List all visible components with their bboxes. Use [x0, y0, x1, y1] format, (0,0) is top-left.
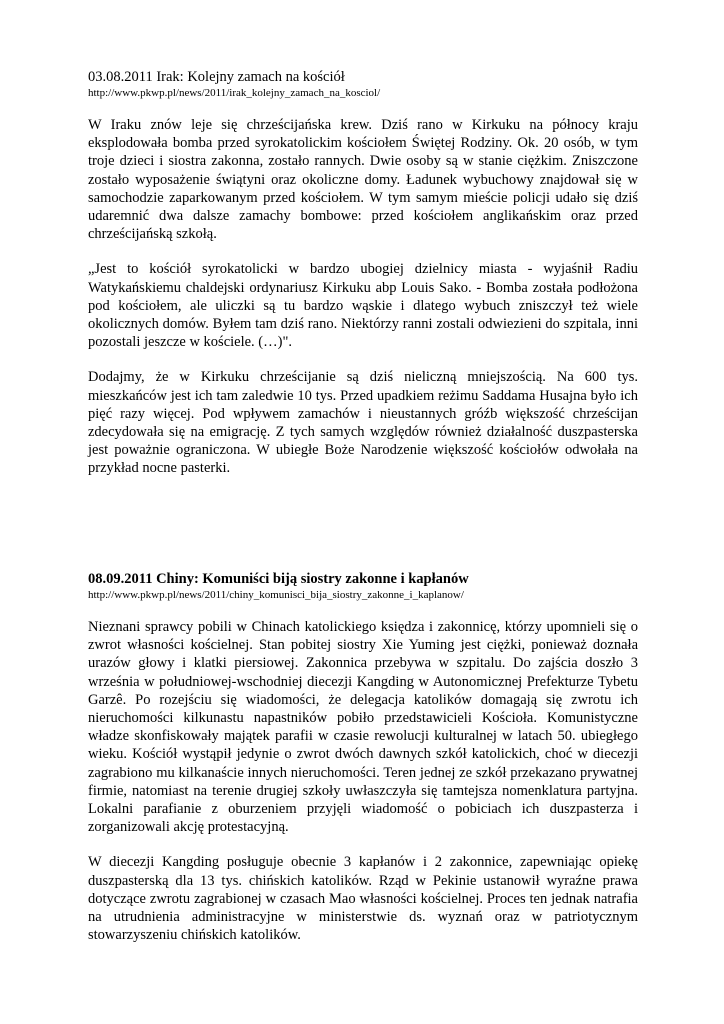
article-url: http://www.pkwp.pl/news/2011/chiny_komunisci_bija_siostry_zakonne_i_kaplanow/	[88, 589, 464, 601]
article-paragraph: W Iraku znów leje się chrześcijańska krew. Dziś rano w Kirkuku na północy kraju eksplodowała bomba przed syrokatolickim kościołem Świętej Rodziny. Ok. 20 osób, w tym troje dzieci i siostra zakonna, zostało rannych. Dwie osoby są w stanie ciężkim. Zniszczone zostało wyposażenie świątyni oraz okoliczne domy. Ładunek wybuchowy znajdował się w samochodzie zaparkowanym przed kościołem. W tym samym mieście policji udało się dziś udaremnić dwa dalsze zamachy bombowe: przed kościołem anglikańskim oraz przed chrześcijańską szkołą.	[88, 117, 638, 243]
article-paragraph: Dodajmy, że w Kirkuku chrześcijanie są dziś nieliczną mniejszością. Na 600 tys. mieszkańców jest ich tam zaledwie 10 tys. Przed upadkiem reżimu Saddama Husajna było ich pięć razy więcej. Pod wpływem zamachów i nieustannych gróźb większość chrześcijan zdecydowała się na emigrację. Z tych samych względów również działalność duszpasterska jest poważnie ograniczona. W ubiegłe Boże Narodzenie większość kościołów odwołała na przykład nocne pasterki.	[88, 369, 638, 477]
article-title: 08.09.2011 Chiny: Komuniści biją siostry zakonne i kapłanów	[88, 571, 469, 587]
article-paragraph: „Jest to kościół syrokatolicki w bardzo ubogiej dzielnicy miasta - wyjaśnił Radiu Watykańskiemu chaldejski ordynariusz Kirkuku abp Louis Sako. - Bomba została podłożona pod kościołem, ale uliczki są tu bardzo wąskie i dlatego wybuch zniszczył też wiele okolicznych domów. Byłem tam dziś rano. Niektórzy ranni zostali odwiezieni do szpitala, inni pozostali jeszcze w kościele. (…)".	[88, 261, 638, 351]
article-paragraph: W diecezji Kangding posługuje obecnie 3 kapłanów i 2 zakonnice, zapewniając opiekę duszpasterską dla 13 tys. chińskich katolików. Rząd w Pekinie ustanowił wyraźne prawa dotyczące zwrotu zagrabionej w czasach Mao własności kościelnej. Proces ten jednak natrafia na utrudnienia administracyjne w ministerstwie ds. wyznań oraz w patriotycznym stowarzyszeniu chińskich katolików.	[88, 854, 638, 944]
article-title: 03.08.2011 Irak: Kolejny zamach na kościół	[88, 69, 345, 85]
article-url: http://www.pkwp.pl/news/2011/irak_kolejny_zamach_na_kosciol/	[88, 87, 381, 99]
article-paragraph: Nieznani sprawcy pobili w Chinach katolickiego księdza i zakonnicę, którzy upomnieli się o zwrot własności kościelnej. Stan pobitej siostry Xie Yuming jest ciężki, ponieważ doznała urazów głowy i klatki piersiowej. Zakonnica przebywa w szpitalu. Do zajścia doszło 3 września w południowej-wschodniej diecezji Kangding w Autonomicznej Prefekturze Tybetu Garzê. Po rozejściu się wiadomości, że delegacja katolików domagają się zwrotu ich nieruchomości kilkunastu napastników pobiło przedstawicieli Kościoła. Komunistyczne władze skonfiskowały majątek parafii w czasie rewolucji kulturalnej w latach 50. ubiegłego wieku. Kościół wystąpił jedynie o zwrot dwóch dawnych szkół katolickich, choć w diecezji zagrabiono mu kilkanaście innych nieruchomości. Teren jednej ze szkół przekazano prywatnej firmie, natomiast na terenie drugiej szkoły uwłaszczyła się tamtejsza nomenklatura partyjna. Lokalni parafianie z oburzeniem przyjęli wiadomość o pobiciach ich duszpasterza i zorganizowali akcję protestacyjną.	[88, 619, 638, 836]
article-china	[88, 570, 638, 961]
article-iraq	[88, 68, 638, 495]
